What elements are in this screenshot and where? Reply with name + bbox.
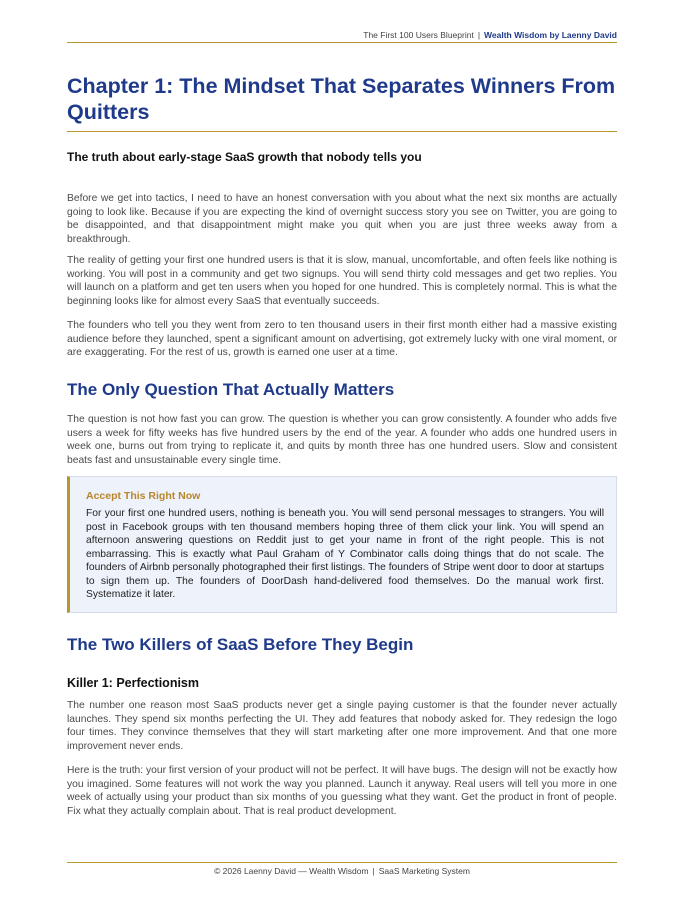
running-header (363, 30, 617, 40)
intro-paragraph: Before we get into tactics, I need to have an honest conversation with you about what the next six months are actually going to look like. Because if you are expecting the kind of overnight success story you see on Twitter, you are going to be disappointed, and that disappointment might make you quit when you are just three weeks away from a breakthrough. (67, 193, 617, 245)
header-book-title: The First 100 Users Blueprint (363, 30, 474, 40)
footer-divider (67, 862, 617, 863)
header-divider (67, 42, 617, 43)
footer-separator: | (372, 866, 375, 876)
section-heading-killers: The Two Killers of SaaS Before They Begin (67, 635, 414, 654)
section-paragraph: Here is the truth: your first version of your product will not be perfect. It will have bugs. The design will not be exactly how you imagined. Some features will not work the way you planned. Launch it anyway. Real users will tell you more in one week of actually using your product than six months of you guessing what they want. Get the product in front of people. Fix what they actually complain about. That is real product development. (67, 765, 617, 817)
footer-system: SaaS Marketing System (378, 866, 470, 876)
section-heading-question: The Only Question That Actually Matters (67, 380, 395, 399)
chapter-title: Chapter 1: The Mindset That Separates Winners From Quitters (67, 74, 616, 124)
title-divider (67, 131, 617, 132)
footer-copyright: © 2026 Laenny David — Wealth Wisdom (214, 866, 369, 876)
page-footer (67, 866, 617, 876)
section-paragraph: The number one reason most SaaS products never get a single paying customer is that the founder never actually launches. They spend six months perfecting the UI. They add features that nobody asked for. They redesign the logo four times. They convince themselves that they will start marketing after one more improvement. And that one more improvement never ends. (67, 700, 617, 752)
intro-paragraph: The founders who tell you they went from zero to ten thousand users in their first month either had a massive existing audience before they launched, spent a significant amount on advertising, got extremely lucky with one viral moment, or are exaggerating. For the rest of us, growth is earned one user at a time. (67, 320, 617, 358)
header-brand: Wealth Wisdom by Laenny David (484, 30, 617, 40)
callout-title: Accept This Right Now (86, 490, 201, 502)
subheading-killer-1: Killer 1: Perfectionism (67, 676, 199, 690)
section-paragraph: The question is not how fast you can grow. The question is whether you can grow consistently. A founder who adds five users a week for fifty weeks has five hundred users by the end of the year. A founder who adds one hundred users in week one, burns out from trying to replicate it, and quits by month three has one hundred users. Slow and consistent beats fast and unsustainable every single time. (67, 414, 617, 466)
intro-paragraph: The reality of getting your first one hundred users is that it is slow, manual, uncomfortable, and often feels like nothing is working. You will post in a community and get two signups. You will send thirty cold messages and get two replies. You will launch on a platform and get ten users when you hoped for one hundred. This is completely normal. This is what the beginning looks like for almost every SaaS that eventually succeeds. (67, 255, 617, 307)
header-separator: | (477, 30, 481, 40)
chapter-subtitle: The truth about early-stage SaaS growth that nobody tells you (67, 150, 422, 164)
callout-body: For your first one hundred users, nothing is beneath you. You will send personal messages to strangers. You will post in Facebook groups with ten thousand members hoping three of them click your link. You will spend an afternoon answering questions on Reddit just to get your name in front of the right people. This is not embarrassing. This is exactly what Paul Graham of Y Combinator calls doing things that do not scale. The founders of Airbnb personally photographed their first listings. The founders of Stripe went door to door at startups to sign them up. The founders of DoorDash hand-delivered food themselves. Do the manual work first. Systematize it later. (86, 508, 604, 600)
callout-box (67, 476, 617, 613)
